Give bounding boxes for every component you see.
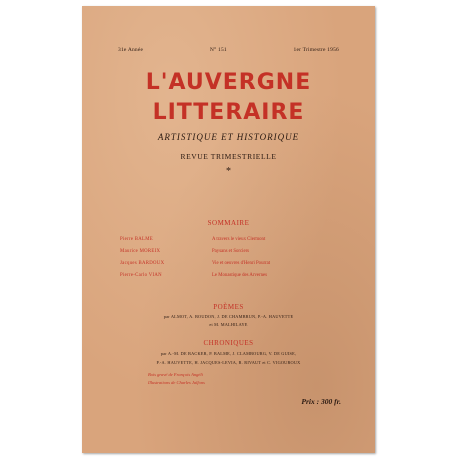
cover-subtitle: ARTISTIQUE ET HISTORIQUE bbox=[157, 132, 300, 142]
poemes-line: par ALMOT, A. BOUDON, J. DE CHAMBRUN, P.-A. HAUVETTE bbox=[163, 314, 294, 319]
toc-row bbox=[120, 234, 339, 246]
toc-title: Le Monastique des Arvernes bbox=[212, 273, 268, 278]
cover-title-line2: LITTERAIRE bbox=[152, 100, 305, 125]
toc-author: Jacques BARDOUX bbox=[120, 261, 165, 266]
chroniques-line: par A.-M. DE BACKER, P. BALME, J. CLAMBOURG, V. DE GUISE, bbox=[160, 351, 297, 356]
toc-row bbox=[120, 246, 339, 258]
sommaire-heading: SOMMAIRE bbox=[207, 219, 250, 227]
poemes-line: et M. MALHILAYE bbox=[209, 321, 248, 327]
toc-title: Vie et oeuvres d'Henri Pourrat bbox=[212, 261, 271, 266]
credit-line: Illustrations de Charles Jalfons bbox=[148, 380, 205, 385]
poemes-heading: POÈMES bbox=[213, 303, 244, 311]
issue-info bbox=[118, 47, 339, 53]
toc-title: A travers le vieux Clermont bbox=[212, 237, 266, 242]
ornament-star: * bbox=[226, 166, 231, 177]
poemes-authors bbox=[132, 313, 325, 328]
toc-row bbox=[120, 258, 339, 270]
toc-title: Paysans et Sorciers bbox=[212, 249, 250, 254]
chroniques-line: P.-A. HAUVETTE, H. JACQUES-LEVIA, R. RIVAUT et C. VIGOUROUX bbox=[156, 360, 301, 365]
chroniques-heading: CHRONIQUES bbox=[203, 339, 254, 347]
credit-line: Bois gravé de François Angéli bbox=[148, 372, 203, 377]
illustration-credits bbox=[148, 371, 205, 387]
issue-year: 31e Année bbox=[118, 47, 144, 53]
table-of-contents bbox=[120, 234, 339, 282]
chroniques-authors bbox=[124, 349, 333, 367]
toc-row bbox=[120, 270, 339, 282]
toc-author: Pierre-Carlo VIAN bbox=[120, 273, 162, 278]
magazine-cover bbox=[82, 6, 375, 453]
issue-quarter: 1er Trimestre 1956 bbox=[293, 47, 339, 53]
toc-author: Maurice MOREIX bbox=[120, 249, 161, 254]
toc-author: Pierre BALME bbox=[120, 237, 154, 242]
cover-revue: REVUE TRIMESTRIELLE bbox=[180, 152, 277, 161]
issue-number: N° 151 bbox=[209, 47, 227, 53]
cover-title-line1: L'AUVERGNE bbox=[145, 70, 312, 95]
cover-price: Prix : 300 fr. bbox=[301, 397, 341, 406]
